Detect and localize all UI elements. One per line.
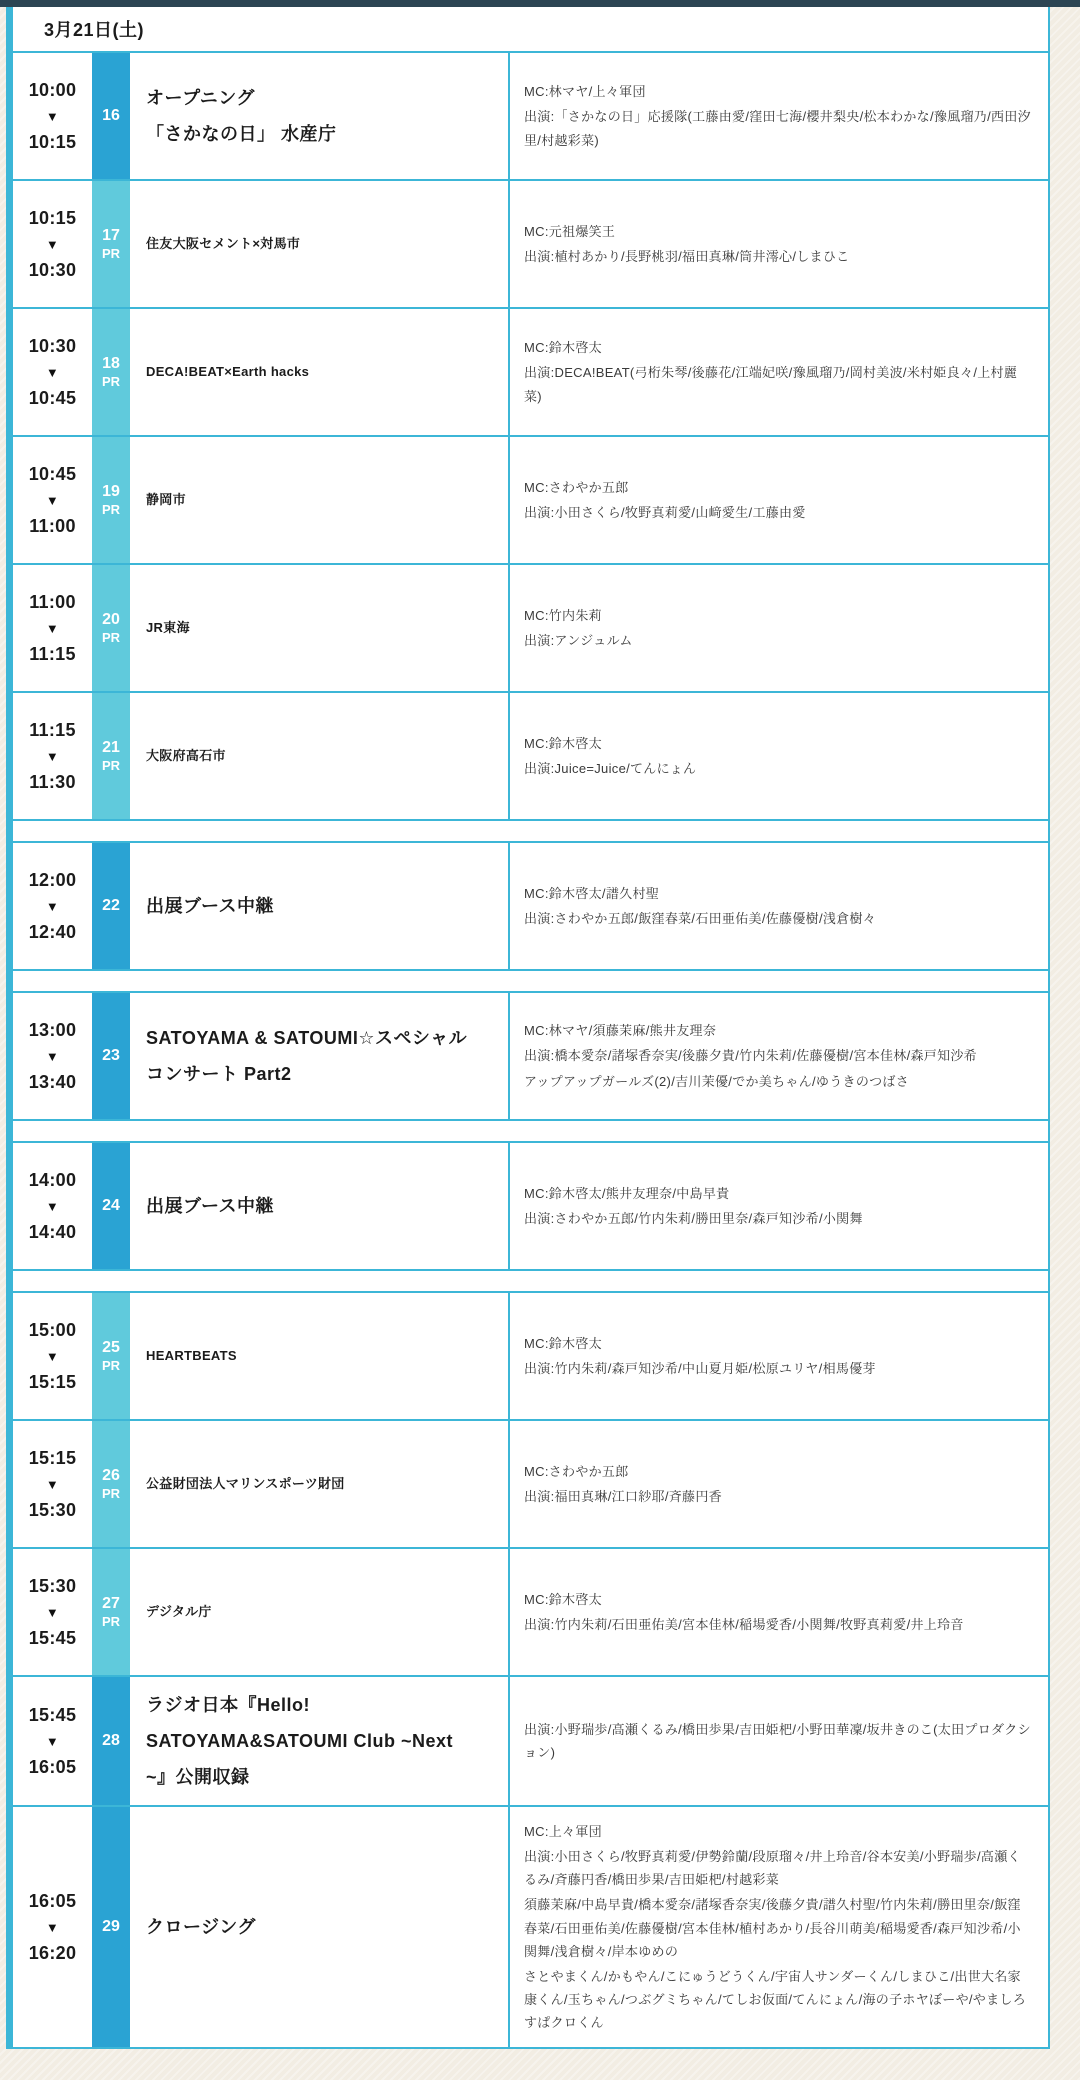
slot-number-badge [92,437,130,563]
performers-cell [510,309,1048,435]
performers-cell [510,1143,1048,1269]
schedule-row [13,1677,1048,1807]
detail-line: MC:鈴木啓太 [524,735,602,751]
slot-number: 29 [102,1918,120,1936]
time-cell [13,437,92,563]
program-title: JR東海 [130,565,510,691]
time-arrow-icon: ▼ [45,748,60,764]
time-end: 15:45 [28,1627,77,1648]
detail-line: 出演:小野瑞歩/高瀬くるみ/橋田歩果/吉田姫杷/小野田華凜/坂井きのこ(太田プロダクション) [524,1721,1031,1760]
schedule-board [6,7,1050,2049]
time-end: 14:40 [28,1221,77,1242]
time-cell [13,843,92,969]
performers-cell [510,437,1048,563]
slot-number-badge [92,1807,130,2047]
slot-number: 22 [102,897,120,914]
date-header-label: 3月21日(土) [44,20,145,40]
slot-number-badge [92,181,130,307]
slot-number-badge [92,843,130,969]
time-end: 15:15 [28,1371,77,1392]
schedule-gap-row [13,1121,1048,1143]
slot-number: 17 [102,227,120,244]
detail-line: MC:上々軍団 [524,1824,602,1839]
slot-number: 28 [102,1732,120,1749]
slot-number-badge [92,565,130,691]
schedule-row [13,1293,1048,1421]
detail-line: 出演:小田さくら/牧野真莉愛/山﨑愛生/工藤由愛 [524,505,806,520]
detail-line: MC:林マヤ/上々軍団 [524,84,646,100]
time-end: 11:30 [29,771,76,792]
time-end: 16:20 [28,1942,77,1963]
time-end: 13:40 [28,1071,77,1092]
time-start: 10:00 [28,79,77,100]
slot-number-badge [92,1293,130,1419]
pr-label: PR [101,1614,121,1629]
slot-number-badge [92,309,130,435]
schedule-row [13,1143,1048,1271]
program-title: 住友大阪セメント×対馬市 [130,181,510,307]
program-title: 大阪府高石市 [130,693,510,819]
schedule-row [13,1549,1048,1677]
detail-line: MC:鈴木啓太 [524,340,602,356]
time-arrow-icon: ▼ [45,1733,60,1749]
time-start: 11:00 [29,591,76,612]
program-title: DECA!BEAT×Earth hacks [130,309,510,435]
date-header [13,7,1048,53]
time-cell [13,1807,92,2047]
program-title: HEARTBEATS [130,1293,510,1419]
detail-line: 出演:アンジュルム [524,633,633,648]
detail-line: MC:鈴木啓太 [524,1591,602,1607]
time-start: 13:00 [28,1019,77,1040]
time-arrow-icon: ▼ [45,492,60,508]
time-cell [13,309,92,435]
time-start: 10:45 [28,463,77,484]
detail-line: 出演:竹内朱莉/森戸知沙希/中山夏月姫/松原ユリヤ/相馬優芽 [524,1361,876,1376]
time-arrow-icon: ▼ [45,898,60,914]
pr-label: PR [101,630,121,645]
detail-line: 出演:小田さくら/牧野真莉愛/伊勢鈴蘭/段原瑠々/井上玲音/谷本安美/小野瑞歩/高瀬くるみ/斉藤円香/橋田歩果/吉田姫杷/村越彩菜 [524,1849,1021,1888]
time-cell [13,993,92,1119]
program-title: SATOYAMA & SATOUMI☆スペシャル コンサート Part2 [130,993,510,1119]
schedule-row [13,309,1048,437]
time-start: 15:30 [28,1575,77,1596]
detail-line: 出演:橋本愛奈/諸塚香奈実/後藤夕貴/竹内朱莉/佐藤優樹/宮本佳林/森戸知沙希 [524,1048,977,1064]
time-arrow-icon: ▼ [45,620,60,636]
schedule-row [13,181,1048,309]
time-cell [13,1293,92,1419]
time-start: 15:15 [28,1447,77,1468]
time-end: 15:30 [28,1499,77,1520]
program-title: 静岡市 [130,437,510,563]
top-border-bar [0,0,1080,7]
time-start: 16:05 [28,1890,77,1911]
pr-label: PR [101,246,121,261]
schedule-row [13,693,1048,821]
schedule-row [13,1421,1048,1549]
detail-line: 出演:竹内朱莉/石田亜佑美/宮本佳林/稲場愛香/小関舞/牧野真莉愛/井上玲音 [524,1617,964,1632]
slot-number-badge [92,993,130,1119]
detail-line: MC:林マヤ/須藤茉麻/熊井友理奈 [524,1023,717,1039]
detail-line: 須藤茉麻/中島早貴/橋本愛奈/諸塚香奈実/後藤夕貴/譜久村聖/竹内朱莉/勝田里奈/飯窪春菜/石田亜佑美/佐藤優樹/宮本佳林/植村あかり/長谷川萌美/稲場愛香/森戸知沙希/小関舞/浅倉樹々/岸本ゆめの [524,1897,1021,1959]
pr-label: PR [101,374,121,389]
detail-line: さとやまくん/かもやん/こにゅうどうくん/宇宙人サンダーくん/しまひこ/出世大名家康くん/玉ちゃん/つぶグミちゃん/てしお仮面/てんにょん/海の子ホヤぼーや/やましろすぱクロくん [524,1968,1027,2030]
performers-cell [510,1677,1048,1805]
program-title: クロージング [130,1807,510,2047]
time-cell [13,693,92,819]
schedule-row [13,1807,1048,2049]
time-start: 15:45 [28,1704,77,1725]
performers-cell [510,181,1048,307]
pr-label: PR [101,1358,121,1373]
slot-number-badge [92,1143,130,1269]
time-cell [13,1143,92,1269]
time-start: 14:00 [28,1169,77,1190]
program-title: 出展ブース中継 [130,1143,510,1269]
detail-line: MC:鈴木啓太/譜久村聖 [524,885,660,901]
schedule-row [13,53,1048,181]
performers-cell [510,1807,1048,2047]
time-cell [13,181,92,307]
time-end: 10:45 [28,387,77,408]
detail-line: MC:鈴木啓太/熊井友理奈/中島早貴 [524,1185,730,1201]
time-arrow-icon: ▼ [45,364,60,380]
time-cell [13,1549,92,1675]
program-title: オープニング 「さかなの日」 水産庁 [130,53,510,179]
schedule-row [13,993,1048,1121]
schedule-row [13,843,1048,971]
time-arrow-icon: ▼ [45,1476,60,1492]
slot-number: 19 [102,483,120,500]
detail-line: MC:鈴木啓太 [524,1335,602,1351]
detail-line: MC:さわやか五郎 [524,479,629,495]
detail-line: 出演:福田真琳/江口紗耶/斉藤円香 [524,1489,722,1504]
detail-line: アップアップガールズ(2)/吉川茉優/でか美ちゃん/ゆうきのつばさ [524,1073,910,1089]
performers-cell [510,1293,1048,1419]
time-start: 11:15 [29,719,76,740]
slot-number-badge [92,1549,130,1675]
time-arrow-icon: ▼ [45,1348,60,1364]
detail-line: MC:竹内朱莉 [524,607,602,623]
detail-line: 出演:Juice=Juice/てんにょん [524,761,697,776]
slot-number: 20 [102,611,120,628]
time-cell [13,565,92,691]
time-end: 10:30 [28,259,77,280]
time-start: 15:00 [28,1319,77,1340]
time-end: 10:15 [28,131,77,152]
time-arrow-icon: ▼ [45,108,60,124]
time-start: 10:15 [28,207,77,228]
performers-cell [510,1421,1048,1547]
program-title: ラジオ日本『Hello! SATOYAMA&SATOUMI Club ~Next ~』公開収録 [130,1677,510,1805]
performers-cell [510,993,1048,1119]
slot-number: 27 [102,1595,120,1612]
time-arrow-icon: ▼ [45,1919,60,1935]
performers-cell [510,1549,1048,1675]
slot-number: 24 [102,1197,120,1214]
slot-number: 16 [102,107,120,124]
time-arrow-icon: ▼ [45,236,60,252]
time-start: 10:30 [28,335,77,356]
slot-number: 25 [102,1339,120,1356]
pr-label: PR [101,502,121,517]
slot-number-badge [92,693,130,819]
performers-cell [510,693,1048,819]
program-title: デジタル庁 [130,1549,510,1675]
schedule-gap-row [13,821,1048,843]
slot-number-badge [92,53,130,179]
detail-line: MC:元祖爆笑王 [524,223,616,239]
detail-line: 出演:さわやか五郎/飯窪春菜/石田亜佑美/佐藤優樹/浅倉樹々 [524,911,877,926]
time-start: 12:00 [28,869,77,890]
time-arrow-icon: ▼ [45,1198,60,1214]
time-arrow-icon: ▼ [45,1048,60,1064]
time-cell [13,1677,92,1805]
slot-number: 23 [102,1047,120,1064]
detail-line: MC:さわやか五郎 [524,1463,629,1479]
time-cell [13,1421,92,1547]
detail-line: 出演:さわやか五郎/竹内朱莉/勝田里奈/森戸知沙希/小関舞 [524,1211,863,1226]
time-cell [13,53,92,179]
schedule-row [13,565,1048,693]
schedule-gap-row [13,971,1048,993]
slot-number-badge [92,1421,130,1547]
schedule-row [13,437,1048,565]
performers-cell [510,843,1048,969]
slot-number: 21 [102,739,120,756]
performers-cell [510,53,1048,179]
time-end: 12:40 [28,921,77,942]
program-title: 公益財団法人マリンスポーツ財団 [130,1421,510,1547]
pr-label: PR [101,1486,121,1501]
time-end: 11:00 [29,515,76,536]
program-title: 出展ブース中継 [130,843,510,969]
slot-number-badge [92,1677,130,1805]
slot-number: 26 [102,1467,120,1484]
time-arrow-icon: ▼ [45,1604,60,1620]
detail-line: 出演:「さかなの日」応援隊(工藤由愛/窪田七海/櫻井梨央/松本わかな/豫風瑠乃/西田汐里/村越彩菜) [524,109,1031,148]
detail-line: 出演:DECA!BEAT(弓桁朱琴/後藤花/江端妃咲/豫風瑠乃/岡村美波/米村姫良々/上村麗菜) [524,365,1018,404]
performers-cell [510,565,1048,691]
time-end: 11:15 [29,643,76,664]
time-end: 16:05 [28,1756,77,1777]
schedule-gap-row [13,1271,1048,1293]
slot-number: 18 [102,355,120,372]
pr-label: PR [101,758,121,773]
detail-line: 出演:植村あかり/長野桃羽/福田真琳/筒井澪心/しまひこ [524,249,850,264]
